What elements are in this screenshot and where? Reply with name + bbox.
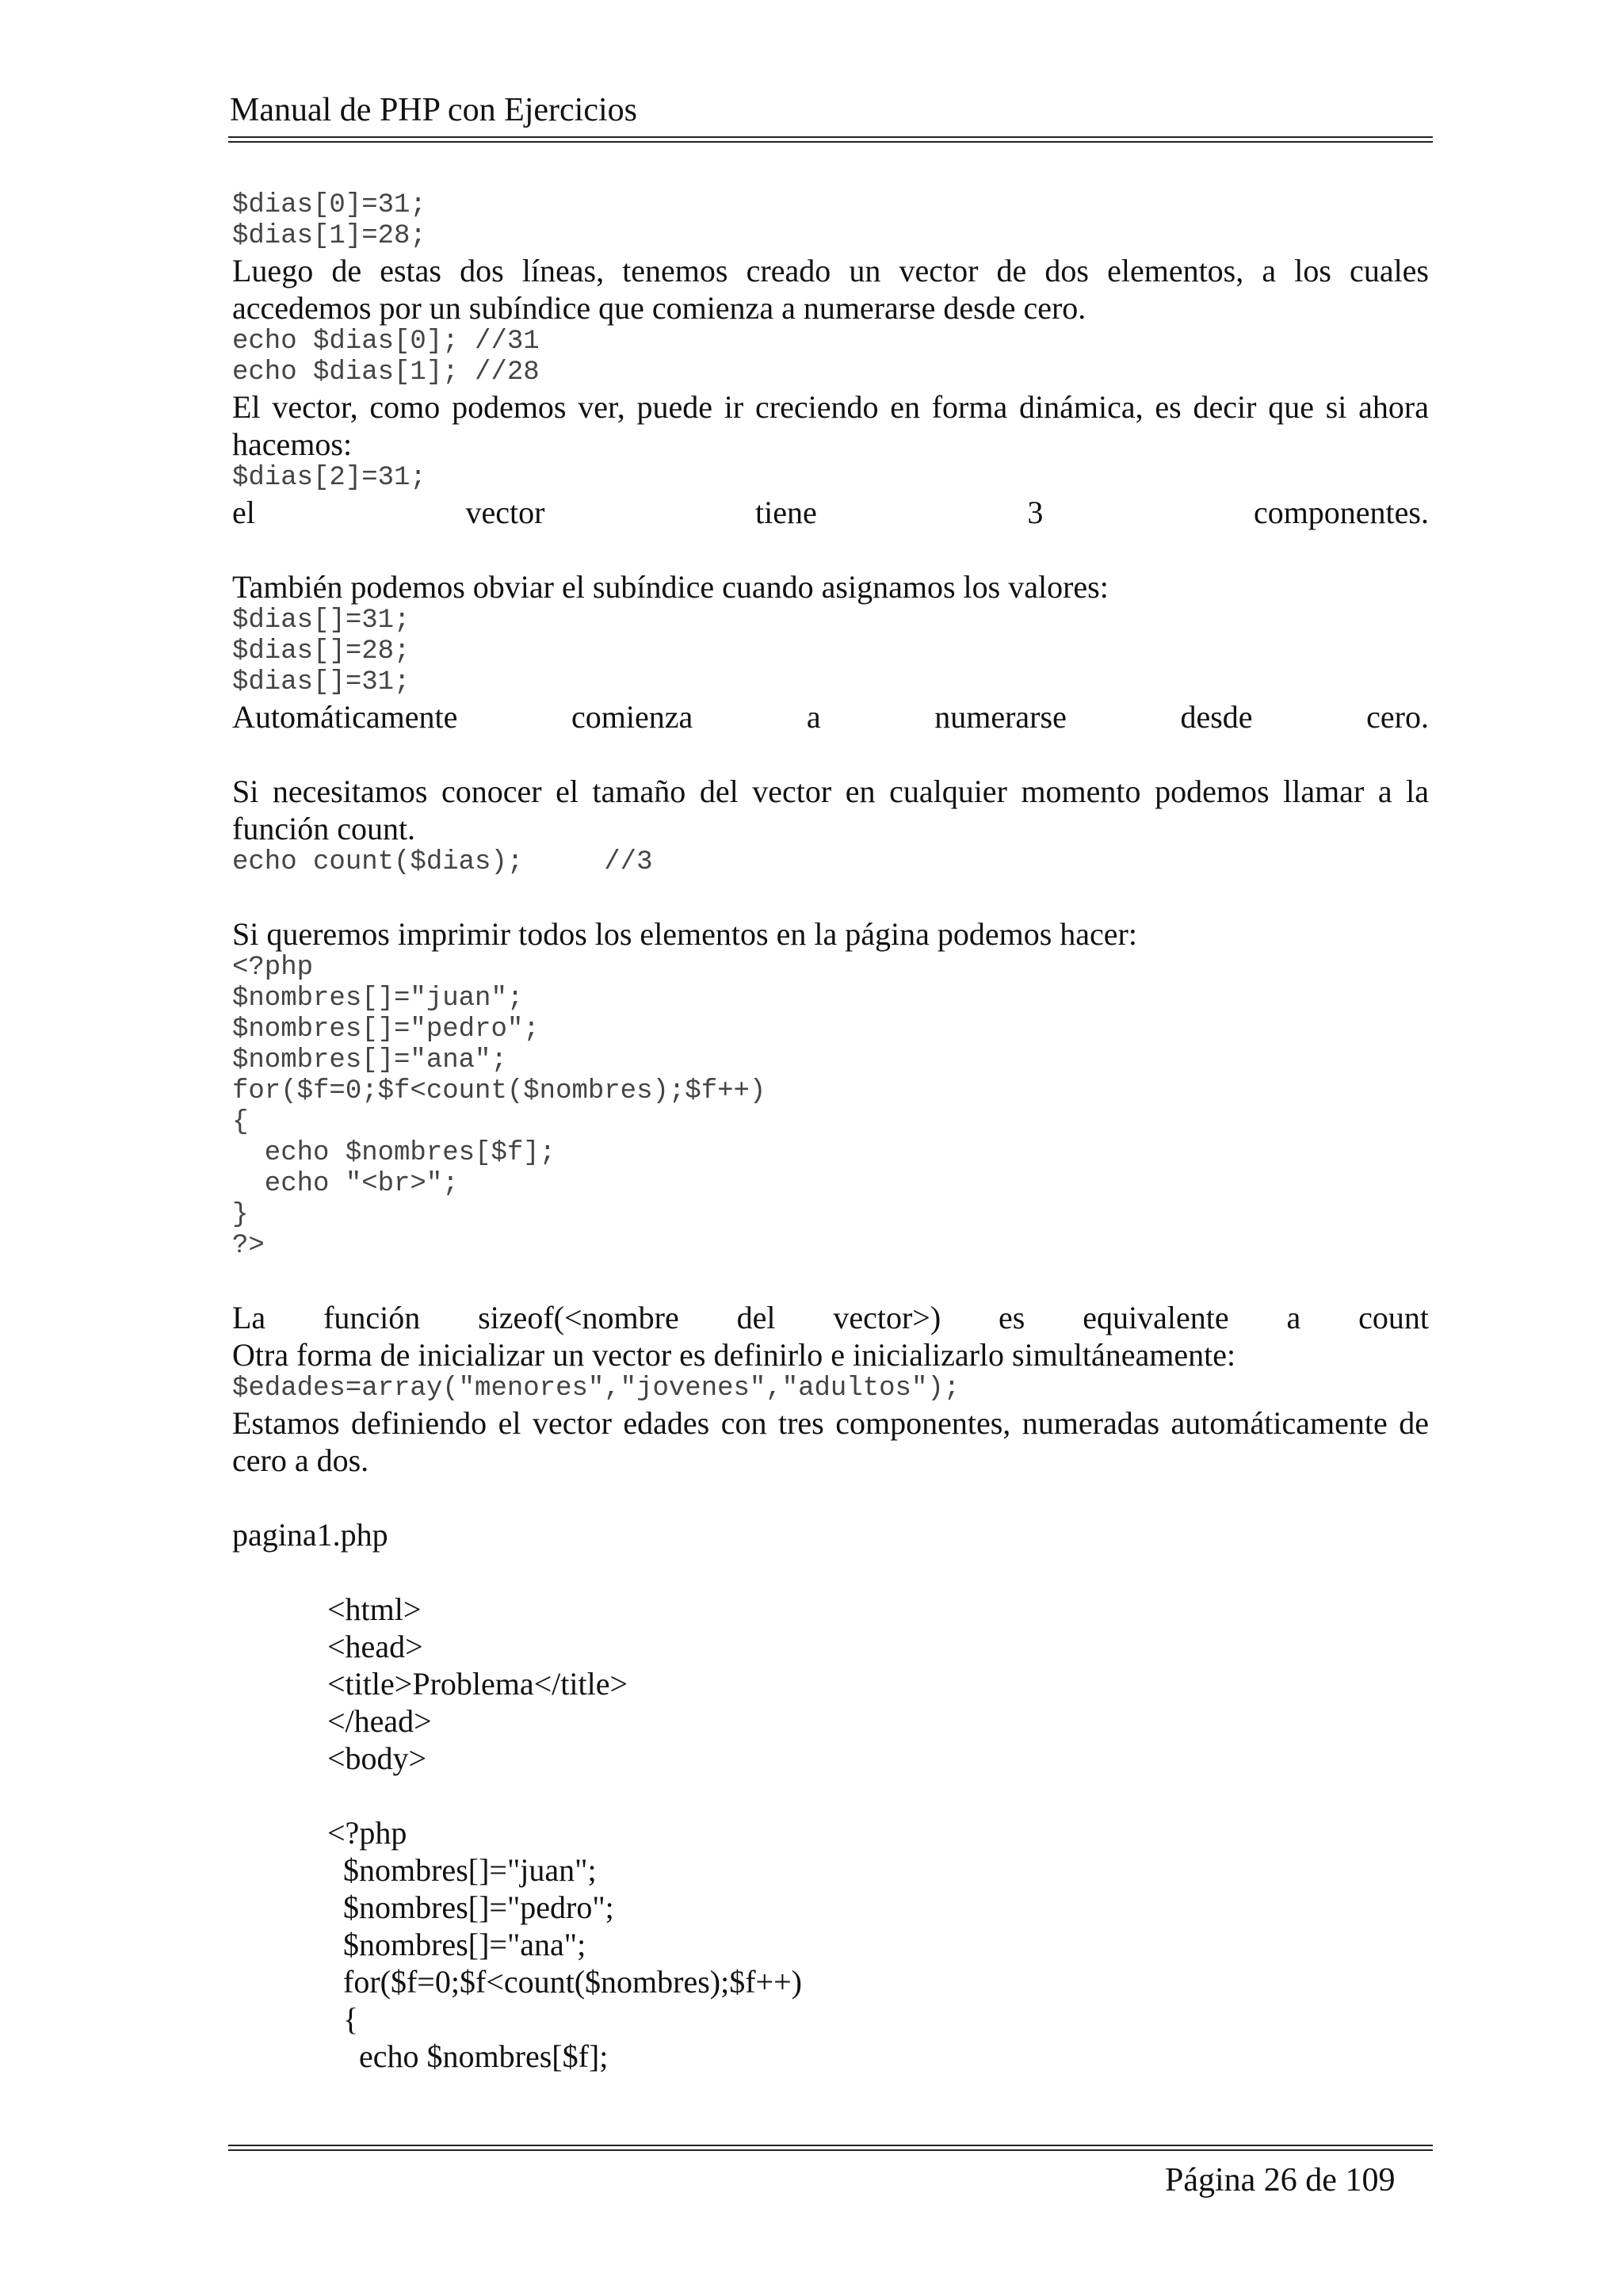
code-line: for($f=0;$f<count($nombres);$f++) bbox=[232, 1076, 766, 1106]
page-header-title: Manual de PHP con Ejercicios bbox=[230, 92, 637, 128]
word: numerarse bbox=[934, 699, 1067, 735]
blank-line bbox=[232, 531, 1429, 568]
page-content bbox=[232, 190, 1429, 2075]
listing-line: for($f=0;$f<count($nombres);$f++) bbox=[327, 1964, 802, 2000]
code-line: $nombres[]="ana"; bbox=[232, 1045, 507, 1075]
paragraph: Otra forma de inicializar un vector es definirlo e inicializarlo simultáneamente: bbox=[232, 1337, 1236, 1373]
word: La bbox=[232, 1300, 266, 1335]
code-snippet bbox=[232, 953, 1429, 1262]
word: Automáticamente bbox=[232, 699, 458, 735]
code-snippet bbox=[232, 847, 1429, 878]
example-listing bbox=[327, 1591, 1429, 2075]
code-snippet bbox=[232, 190, 1429, 252]
blank-line bbox=[327, 1777, 1429, 1814]
word: del bbox=[736, 1300, 776, 1335]
listing-line: </head> bbox=[327, 1703, 432, 1739]
header-rule-top bbox=[228, 136, 1433, 138]
listing-line: $nombres[]="ana"; bbox=[327, 1927, 586, 1962]
code-line: $dias[1]=28; bbox=[232, 221, 426, 251]
blank-line bbox=[232, 1479, 1429, 1516]
header-rule-bottom bbox=[228, 141, 1433, 143]
listing-line: $nombres[]="pedro"; bbox=[327, 1889, 614, 1925]
paragraph: Estamos definiendo el vector edades con tres componentes, numeradas automáticamente de cero a dos. bbox=[232, 1405, 1429, 1478]
word: a bbox=[1286, 1300, 1301, 1335]
code-line: echo $dias[0]; //31 bbox=[232, 327, 540, 357]
word: vector>) bbox=[833, 1300, 941, 1335]
listing-line: { bbox=[327, 2001, 359, 2037]
code-snippet bbox=[232, 1373, 1429, 1404]
listing-line: echo $nombres[$f]; bbox=[327, 2038, 609, 2074]
code-line: $dias[]=31; bbox=[232, 606, 411, 636]
blank-line bbox=[232, 735, 1429, 773]
code-line: echo count($dias); //3 bbox=[232, 847, 653, 877]
page-number: Página 26 de 109 bbox=[1165, 2162, 1396, 2199]
footer-rule-bottom bbox=[228, 2149, 1433, 2151]
justified-line bbox=[232, 698, 1429, 735]
word: sizeof(<nombre bbox=[478, 1300, 679, 1335]
code-line: { bbox=[232, 1107, 249, 1137]
paragraph: También podemos obviar el subíndice cuando asignamos los valores: bbox=[232, 569, 1109, 605]
word: comienza bbox=[571, 699, 693, 735]
code-line: $nombres[]="pedro"; bbox=[232, 1014, 540, 1045]
code-line: <?php bbox=[232, 953, 314, 983]
blank-line bbox=[232, 1553, 1429, 1591]
code-line: $edades=array("menores","jovenes","adultos"); bbox=[232, 1373, 960, 1404]
listing-line: <?php bbox=[327, 1815, 407, 1851]
code-line: ?> bbox=[232, 1231, 265, 1261]
word: tiene bbox=[755, 495, 817, 530]
word: equivalente bbox=[1083, 1300, 1229, 1335]
listing-line: <title>Problema</title> bbox=[327, 1666, 628, 1702]
word: a bbox=[806, 699, 821, 735]
paragraph: Luego de estas dos líneas, tenemos creado un vector de dos elementos, a los cuales accedemos por un subíndice que comienza a numerarse desde cero. bbox=[232, 253, 1429, 326]
word: count bbox=[1358, 1300, 1429, 1335]
code-line: $dias[]=31; bbox=[232, 667, 411, 697]
code-snippet bbox=[232, 327, 1429, 388]
paragraph: Si necesitamos conocer el tamaño del vector en cualquier momento podemos llamar a la función count. bbox=[232, 774, 1429, 846]
code-line: $nombres[]="juan"; bbox=[232, 984, 524, 1014]
code-line: $dias[]=28; bbox=[232, 636, 411, 667]
code-snippet bbox=[232, 606, 1429, 698]
word: componentes. bbox=[1253, 495, 1429, 530]
justified-line bbox=[232, 494, 1429, 531]
word: 3 bbox=[1027, 495, 1044, 530]
code-line: echo "<br>"; bbox=[232, 1169, 459, 1199]
code-snippet bbox=[232, 463, 1429, 494]
paragraph: El vector, como podemos ver, puede ir creciendo en forma dinámica, es decir que si ahora hacemos: bbox=[232, 389, 1429, 462]
code-line: echo $dias[1]; //28 bbox=[232, 357, 540, 388]
code-line: $dias[2]=31; bbox=[232, 463, 426, 493]
word: función bbox=[323, 1300, 421, 1335]
paragraph: Si queremos imprimir todos los elementos en la página podemos hacer: bbox=[232, 916, 1137, 952]
blank-line bbox=[232, 1262, 1429, 1299]
listing-line: <head> bbox=[327, 1629, 423, 1664]
code-line: } bbox=[232, 1200, 249, 1230]
word: vector bbox=[465, 495, 545, 530]
word: cero. bbox=[1366, 699, 1429, 735]
word: es bbox=[999, 1300, 1025, 1335]
word: desde bbox=[1180, 699, 1253, 735]
justified-line bbox=[232, 1299, 1429, 1336]
listing-line: $nombres[]="juan"; bbox=[327, 1852, 597, 1888]
code-line: echo $nombres[$f]; bbox=[232, 1138, 556, 1168]
listing-line: <body> bbox=[327, 1740, 427, 1776]
code-line: $dias[0]=31; bbox=[232, 190, 426, 220]
listing-line: <html> bbox=[327, 1591, 422, 1627]
file-name: pagina1.php bbox=[232, 1517, 388, 1553]
footer-rule-top bbox=[228, 2145, 1433, 2146]
word: el bbox=[232, 495, 255, 530]
blank-line bbox=[232, 878, 1429, 915]
